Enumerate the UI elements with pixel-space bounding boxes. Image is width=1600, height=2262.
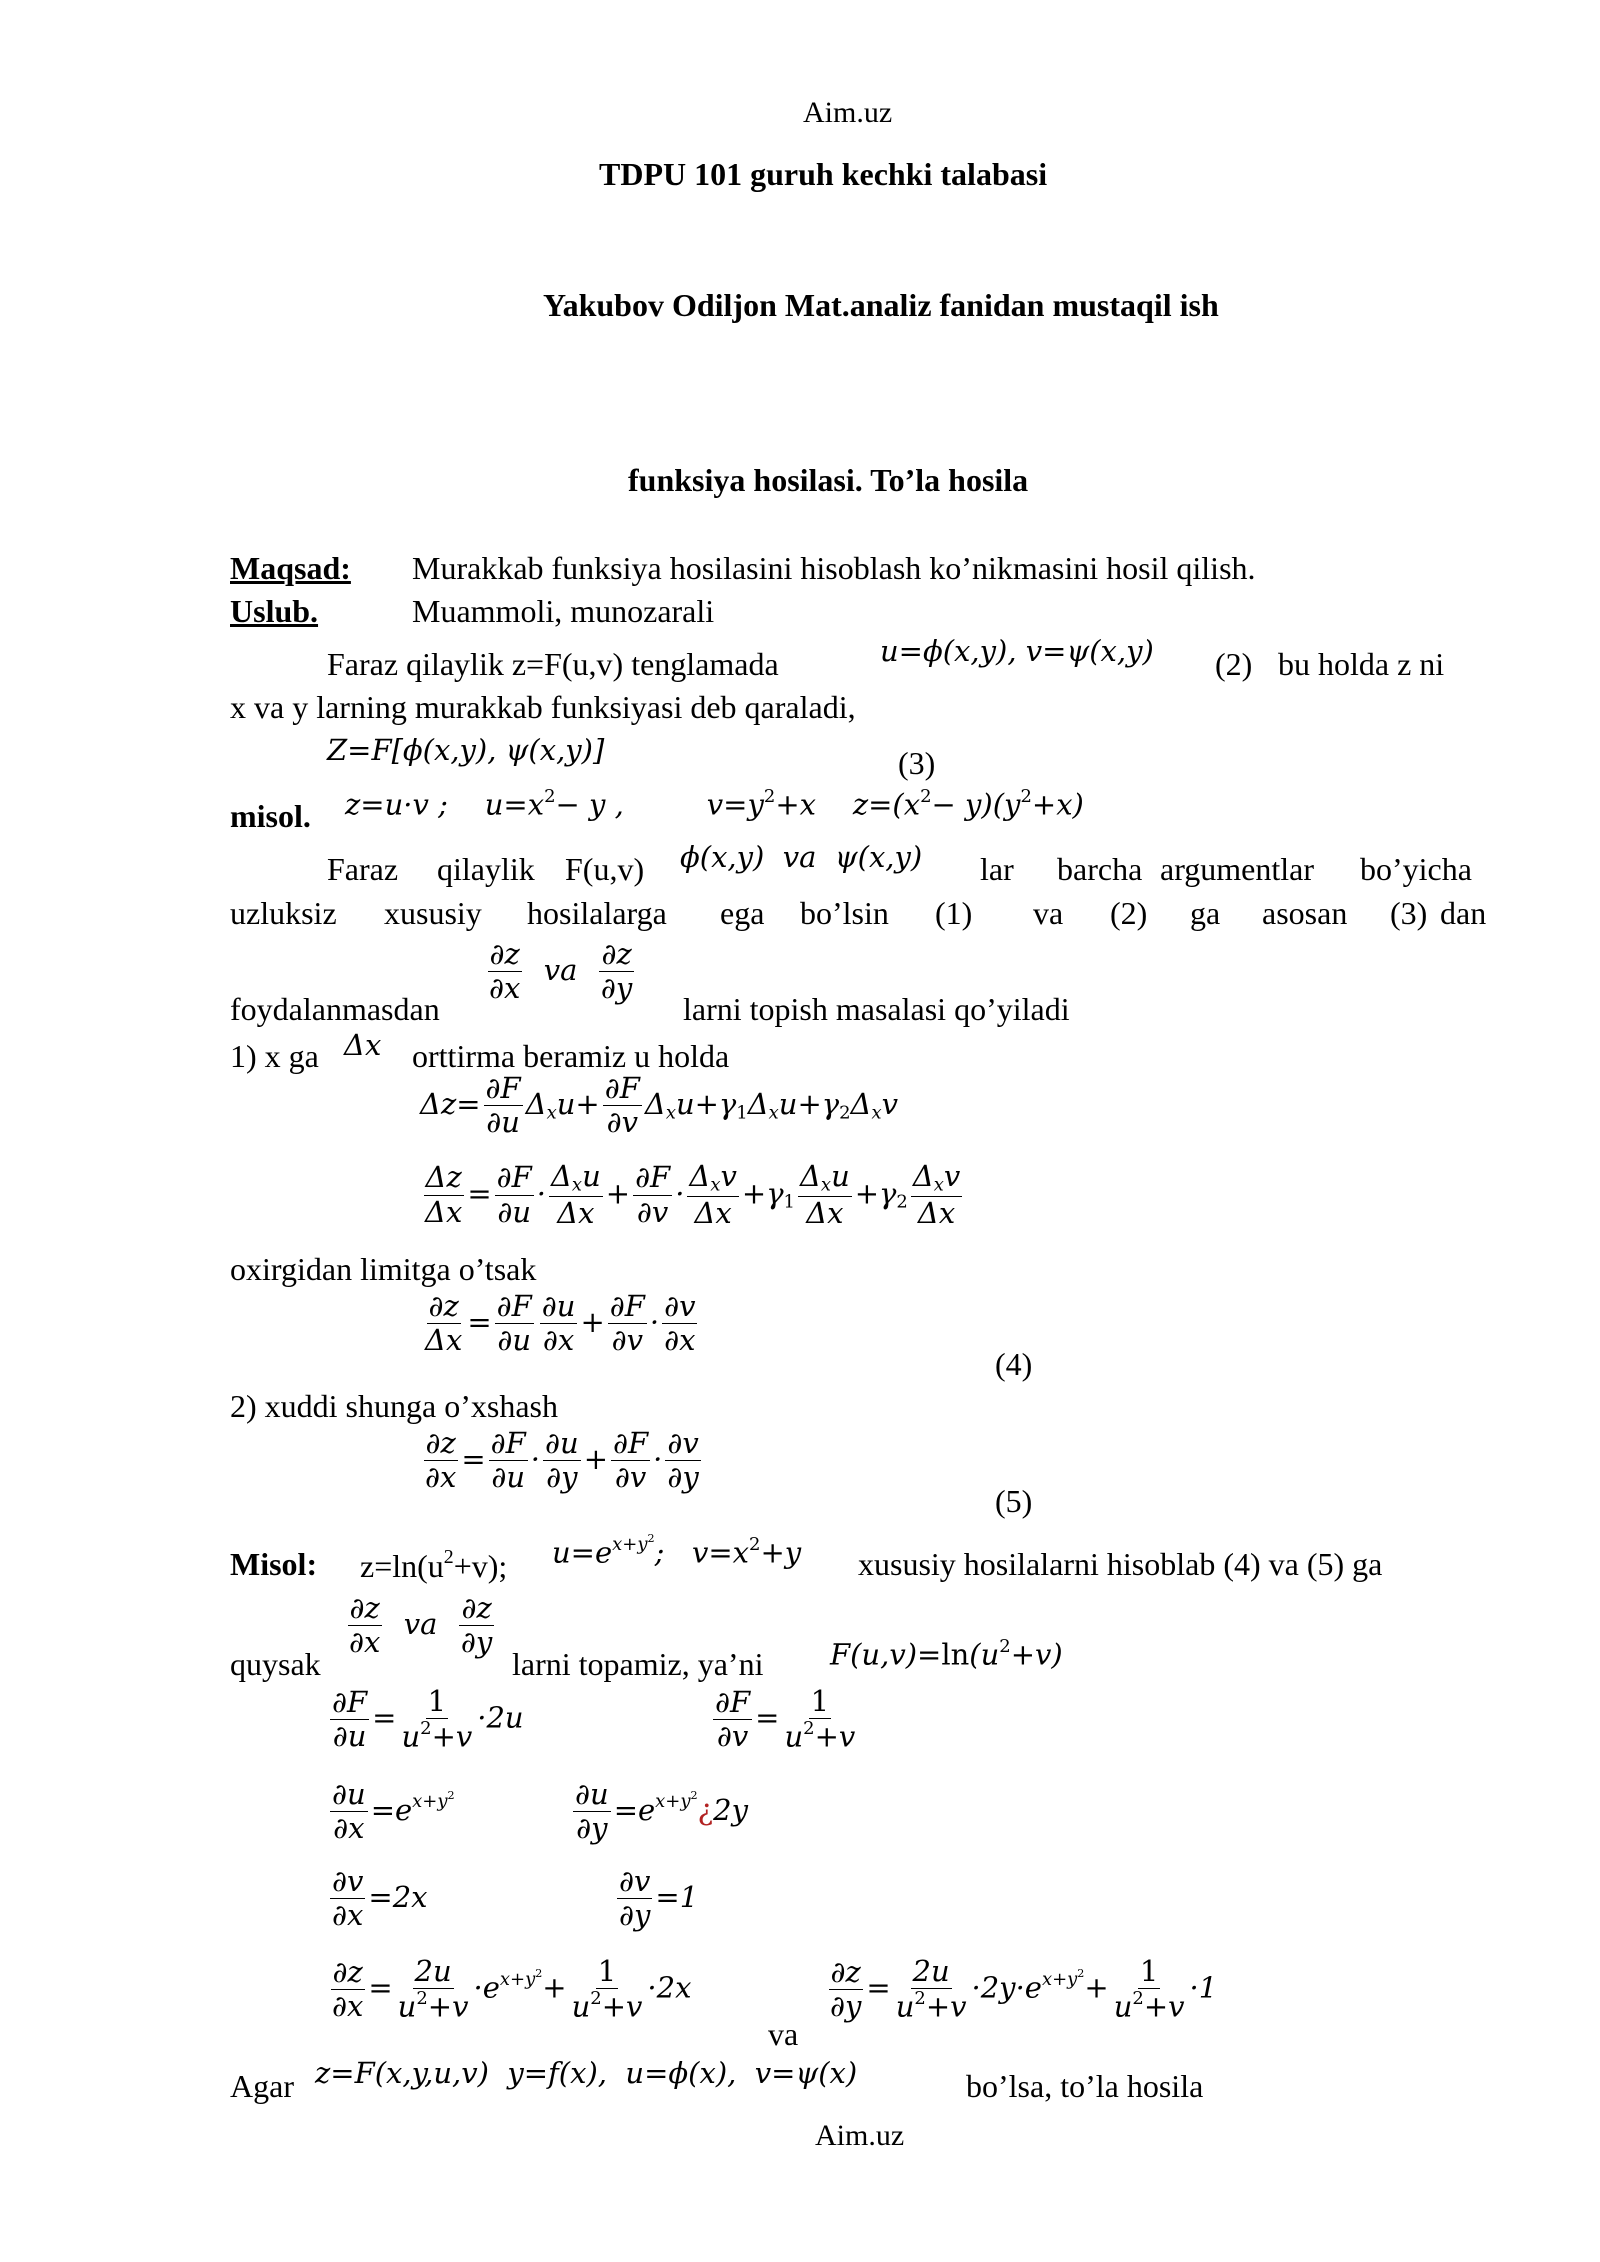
para2-b2: xususiy <box>384 895 482 931</box>
formula-dz-dx-dz-dy-2: $\frac{\partial z}{\partial x}$ va $\frac{\partial z}{\partial y}$ <box>349 1591 493 1660</box>
para1-text-b: bu holda z ni <box>1278 646 1445 682</box>
misol2-label: Misol: <box>230 1546 318 1582</box>
formula-total-derivative-setup: z=F(x,y,u,v) y=f(x), u=ϕ(x), v=ψ(x) <box>315 2056 858 2090</box>
formula-u-v-misol2: $u=e^{x+y^2}$; $v=x^2+y$ <box>552 1532 802 1570</box>
formula-5: $\frac{\partial z}{\partial x}$ = $\frac{\partial F}{\partial u}$ · $\frac{\partial u}{\partial y}$ + $\frac{\partial F}{\partial v}$ · $\frac{\partial v}{\partial y}$ <box>425 1426 699 1495</box>
step2-text: 2) xuddi shunga o’xshash <box>230 1388 558 1424</box>
para2-b3: hosilalarga <box>527 895 667 931</box>
para2-c1: foydalanmasdan <box>230 991 440 1027</box>
formula-F-ln: $F(u,v)=\ln(u^2+v)$ <box>830 1636 1063 1672</box>
step1-a: 1) x ga <box>230 1038 319 1074</box>
formula-dF-dv: $\frac{\partial F}{\partial v}$ = $\frac{1}{u^2+v}$ <box>715 1684 856 1754</box>
misol2-z: $z=\ln(u^2+v)$; <box>360 1546 508 1584</box>
method-label: Uslub. <box>230 593 319 629</box>
formula-dz-dy-result: $\frac{\partial z}{\partial y}$ = $\frac{2u}{u^2+v}$ $\cdot 2y\cdot e^{x+y^2}+$ $\frac{1}{u^2+v}$ ·1 <box>830 1954 1218 2024</box>
para2-w1: Faraz <box>327 851 399 887</box>
header-site: Aim.uz <box>803 96 893 129</box>
formula-dv-dy: $\frac{\partial v}{\partial y}$ =1 <box>619 1864 699 1933</box>
agar-b: bo’lsa, to’la hosila <box>966 2068 1204 2104</box>
para2-b5: bo’lsin <box>800 895 889 931</box>
formula-dz-dx-result: $\frac{\partial z}{\partial x}$ = $\frac{2u}{u^2+v}$ $\cdot e^{x+y^2}+$ $\frac{1}{u^2+v}$ ·2x <box>332 1954 692 2024</box>
misol1-label: misol. <box>230 798 311 834</box>
step1-b: orttirma beramiz u holda <box>412 1038 730 1074</box>
para2-b9: ga <box>1190 895 1221 931</box>
para2-w3: F(u,v) <box>565 851 645 887</box>
formula-du-dy: $\frac{\partial u}{\partial y}$ $=e^{x+y^2}¿2y$ <box>575 1777 748 1846</box>
formula-dv-dx: $\frac{\partial v}{\partial x}$ =2x <box>332 1864 428 1933</box>
formula-uv-def: u=ϕ(x,y), v=ψ(x,y) <box>880 634 1154 668</box>
para1-eq3-ref: (3) <box>898 745 936 781</box>
formula-delta-z-over-delta-x: $\frac{\Delta z}{\Delta x}$ = $\frac{\partial F}{\partial u}$ · $\frac{\Delta_xu}{\Delta x}$ + $\frac{\partial F}{\partial v}$ · $\frac{\Delta_xv}{\Delta x}$ $+\gamma_1$ $\frac{\Delta_xu}{\Delta x}$ $+\gamma_2$ $\frac{\Delta_xv}{\Delta x}$ <box>425 1159 961 1231</box>
goal-text: Murakkab funksiya hosilasini hisoblash ko’nikmasini hosil qilish. <box>412 550 1256 586</box>
title-line-1: TDPU 101 guruh kechki talabasi <box>599 156 1048 192</box>
para2-w7: bo’yicha <box>1360 851 1472 887</box>
formula-dz-dx-dz-dy: $\frac{\partial z}{\partial x}$ va $\frac{\partial z}{\partial y}$ <box>489 937 633 1006</box>
misol2-c1: quysak <box>230 1646 321 1682</box>
goal-label: Maqsad: <box>230 550 351 586</box>
formula-du-dx: $\frac{\partial u}{\partial x}$ $=e^{x+y^2}$ <box>332 1777 455 1846</box>
eq5-ref: (5) <box>995 1483 1033 1519</box>
para2-w5: barcha <box>1057 851 1143 887</box>
formula-dF-du: $\frac{\partial F}{\partial u}$ = $\frac{1}{u^2+v}$ ·2u <box>332 1684 524 1754</box>
para2-b10: asosan <box>1262 895 1348 931</box>
misol2-va: va <box>768 2016 799 2052</box>
para2-b8: (2) <box>1110 895 1148 931</box>
formula-Z-composite: Z=F[ϕ(x,y), ψ(x,y)] <box>327 733 605 767</box>
formula-4: $\frac{\partial z}{\Delta x}$ = $\frac{\partial F}{\partial u}$ $\frac{\partial u}{\partial x}$ + $\frac{\partial F}{\partial v}$ · $\frac{\partial v}{\partial x}$ <box>425 1289 696 1358</box>
agar-a: Agar <box>230 2068 294 2104</box>
misol2-b: xususiy hosilalarni hisoblab (4) va (5) ga <box>858 1546 1383 1582</box>
para2-b4: ega <box>720 895 765 931</box>
para2-w4: lar <box>980 851 1014 887</box>
para2-w6: argumentlar <box>1160 851 1315 887</box>
formula-delta-x: Δx <box>344 1028 382 1062</box>
formula-phi-psi: ϕ(x,y) va ψ(x,y) <box>680 840 923 874</box>
misol2-c2: larni topamiz, ya’ni <box>512 1646 764 1682</box>
para2-b6: (1) <box>935 895 973 931</box>
eq4-ref: (4) <box>995 1346 1033 1382</box>
formula-delta-z: Δz= $\frac{\partial F}{\partial u}$ $\Delta_xu+$ $\frac{\partial F}{\partial v}$ $\Delta_xu+\gamma_1\Delta_xu+\gamma_2\Delta_xv$ <box>420 1071 899 1140</box>
para1-text-c: x va y larning murakkab funksiyasi deb qaraladi, <box>230 689 856 725</box>
footer-site: Aim.uz <box>815 2119 905 2152</box>
title-line-3: funksiya hosilasi. To’la hosila <box>628 462 1029 498</box>
para2-b1: uzluksiz <box>230 895 337 931</box>
formula-misol1: z=u·v ; $u=x^2- y$ , $v=y^2+x$ $z=(x^2- y)(y^2+x)$ <box>345 786 1084 822</box>
para2-w2: qilaylik <box>437 851 535 887</box>
para2-b7: va <box>1033 895 1064 931</box>
para2-b11: (3) <box>1390 895 1428 931</box>
para1-text-a: Faraz qilaylik z=F(u,v) tenglamada <box>327 646 779 682</box>
title-line-2: Yakubov Odiljon Mat.analiz fanidan mustaqil ish <box>543 287 1219 323</box>
method-text: Muammoli, munozarali <box>412 593 715 629</box>
limit-text: oxirgidan limitga o’tsak <box>230 1251 537 1287</box>
para2-b12: dan <box>1440 895 1487 931</box>
para1-eq-ref: (2) <box>1215 646 1253 682</box>
para2-c2: larni topish masalasi qo’yiladi <box>683 991 1070 1027</box>
